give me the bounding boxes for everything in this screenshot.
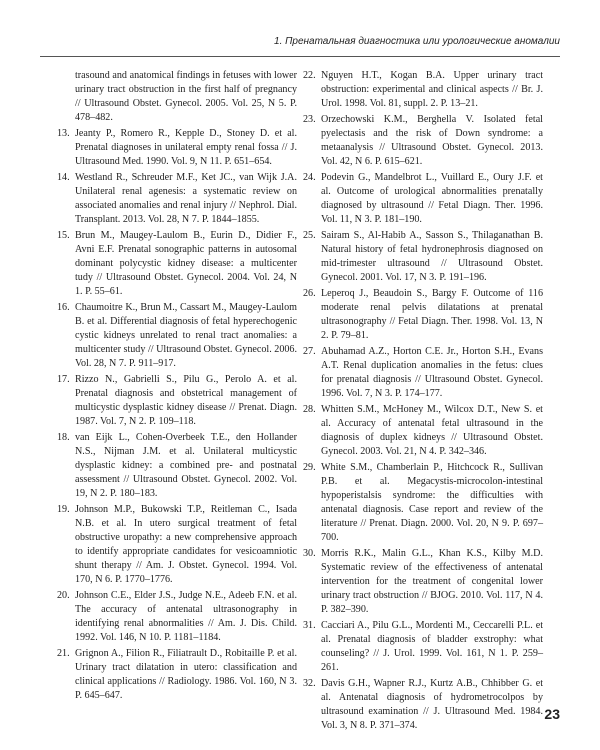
reference-number: 26.	[303, 287, 316, 299]
reference-item	[303, 345, 543, 401]
reference-number: 18.	[57, 431, 70, 443]
reference-item	[57, 589, 297, 645]
reference-number: 22.	[303, 70, 316, 81]
header-rule	[40, 56, 560, 57]
reference-text: Nguyen H.T., Kogan B.A. Upper urinary tract obstruction: experimental and clinical aspects // Br. J. Urol. 1998. Vol. 81, suppl. 2. P. 13–21.	[321, 70, 543, 110]
reference-item	[57, 127, 297, 169]
running-title: 1. Пренатальная диагностика или урологические аномалии	[274, 36, 560, 47]
reference-text: Cacciari A., Pilu G.L., Mordenti M., Ceccarelli P.L. et al. Prenatal diagnosis of bladder exstrophy: what counseling? // J. Urol. 1999. Vol. 161, N 1. P. 259–261.	[321, 619, 543, 674]
reference-item	[303, 461, 543, 546]
reference-text: Davis G.H., Wapner R.J., Kurtz A.B., Chhibber G. et al. Antenatal diagnosis of hydrometrocolpos by ultrasound examination // J. Ultrasound Med. 1984. Vol. 3, N 8. P. 371–374.	[321, 677, 543, 732]
reference-number: 21.	[57, 648, 70, 660]
reference-number: 20.	[57, 590, 70, 602]
references-right-column	[303, 69, 543, 735]
reference-number: 31.	[303, 619, 316, 631]
reference-text: Johnson C.E., Elder J.S., Judge N.E., Adeeb F.N. et al. The accuracy of antenatal ultrasonography in identifying renal abnormalities // Am. J. Dis. Child. 1992. Vol. 146, N 10. P. 1181–1184.	[75, 590, 297, 644]
references-left-column	[57, 69, 297, 705]
reference-item	[57, 171, 297, 227]
reference-text: Johnson M.P., Bukowski T.P., Reitleman C., Isada N.B. et al. In utero surgical treatment of fetal obstructive uropathy: a new comprehensive approach to identify appropriate candidates for vesicoamniotic shunt therapy // Am. J. Obstet. Gynecol. 1994. Vol. 170, N 6. P. 1770–1776.	[75, 503, 297, 586]
reference-number: 19.	[57, 503, 70, 515]
reference-item	[57, 229, 297, 299]
reference-text: Podevin G., Mandelbrot L., Vuillard E., Oury J.F. et al. Outcome of urological abnormalities prenatally diagnosed by ultrasound // Fetal Diagn. Ther. 1996. Vol. 11, N 3. P. 181–190.	[321, 171, 543, 226]
reference-number: 24.	[303, 171, 316, 183]
reference-text: Sairam S., Al-Habib A., Sasson S., Thilaganathan B. Natural history of fetal hydronephrosis diagnosed on mid-trimester ultrasound // Ultrasound Obstet. Gynecol. 2001. Vol. 17, N 3. P. 191–196.	[321, 229, 543, 284]
reference-text: Jeanty P., Romero R., Kepple D., Stoney D. et al. Prenatal diagnoses in unilateral empty renal fossa // J. Ultrasound Med. 1990. Vol. 9, N 11. P. 651–654.	[75, 127, 297, 168]
reference-item	[57, 69, 297, 125]
reference-number: 14.	[57, 171, 70, 183]
reference-item	[303, 677, 543, 733]
reference-text: Whitten S.M., McHoney M., Wilcox D.T., New S. et al. Accuracy of antenatal fetal ultrasound in the diagnosis of duplex kidneys // Ultrasound Obstet. Gynecol. 2003. Vol. 21, N 4. P. 342–346.	[321, 403, 543, 457]
reference-text: White S.M., Chamberlain P., Hitchcock R., Sullivan P.B. et al. Megacystis-microcolon-intestinal hypoperistalsis syndrome: the difficulties with antenatal diagnosis. Case report and review of the literature // Prenat. Diagn. 2000. Vol. 20, N 9. P. 697–700.	[321, 461, 543, 544]
reference-item	[303, 619, 543, 675]
reference-item	[303, 547, 543, 617]
reference-number: 23.	[303, 113, 316, 125]
reference-number: 29.	[303, 461, 316, 473]
reference-text: Leperoq J., Beaudoin S., Bargy F. Outcome of 116 moderate renal pelvis dilatations at prenatal ultrasonography // Fetal Diagn. Ther. 1998. Vol. 13, N 2. P. 79–81.	[321, 287, 543, 342]
reference-item	[57, 647, 297, 703]
reference-text: Westland R., Schreuder M.F., Ket JC., van Wijk J.A. Unilateral renal agenesis: a systematic review on associated anomalies and renal injury // Nephrol. Dial. Transplant. 2013. Vol. 28, N 7. P. 1844–1855.	[75, 171, 297, 226]
reference-text: Grignon A., Filion R., Filiatrault D., Robitaille P. et al. Urinary tract dilatation in utero: classification and clinical applications // Radiology. 1986. Vol. 160, N 3. P. 645–647.	[75, 648, 297, 702]
reference-number: 30.	[303, 547, 316, 559]
reference-number: 27.	[303, 345, 316, 357]
reference-item	[303, 113, 543, 169]
reference-item	[303, 171, 543, 227]
reference-item	[57, 431, 297, 501]
reference-text: Chaumoitre K., Brun M., Cassart M., Maugey-Laulom B. et al. Differential diagnosis of fetal hyperechogenic cystic kidneys unrelated to renal tract anomalies: a multicenter study // Ultrasound Obstet. Gynecol. 2006. Vol. 28, N 7. P. 911–917.	[75, 301, 297, 370]
reference-item	[303, 69, 543, 111]
reference-number: 28.	[303, 403, 316, 415]
reference-number: 25.	[303, 229, 316, 241]
reference-item	[303, 403, 543, 459]
reference-text: Morris R.K., Malin G.L., Khan K.S., Kilby M.D. Systematic review of the effectiveness of antenatal intervention for the treatment of congenital lower urinary tract obstruction // BJOG. 2010. Vol. 117, N 4. P. 382–390.	[321, 547, 543, 616]
reference-text: Brun M., Maugey-Laulom B., Eurin D., Didier F., Avni E.F. Prenatal sonographic patterns in autosomal dominant polycystic kidney disease: a multicenter tudy // Ultrasound Obstet. Gynecol. 2004. Vol. 24, N 1. P. 55–61.	[75, 229, 297, 298]
reference-item	[303, 229, 543, 285]
reference-text: Abuhamad A.Z., Horton C.E. Jr., Horton S.H., Evans A.T. Renal duplication anomalies in the fetus: clues for prenatal diagnosis // Ultrasound Obstet. Gynecol. 1996. Vol. 7, N 3. P. 174–177.	[321, 345, 543, 400]
reference-number: 15.	[57, 229, 70, 241]
reference-number: 17.	[57, 373, 70, 385]
page-number: 23	[544, 706, 560, 722]
reference-item	[57, 373, 297, 429]
reference-text: Rizzo N., Gabrielli S., Pilu G., Perolo A. et al. Prenatal diagnosis and obstetrical management of multicystic dysplastic kidney disease // Prenat. Diagn. 1987. Vol. 7, N 2. P. 109–118.	[75, 373, 297, 428]
reference-text: van Eijk L., Cohen-Overbeek T.E., den Hollander N.S., Nijman J.M. et al. Unilateral multicystic dysplastic kidney: a combined pre- and postnatal assessment // Ultrasound Obstet. Gynecol. 2002. Vol. 19, N 2. P. 180–183.	[75, 431, 297, 500]
reference-text: trasound and anatomical findings in fetuses with lower urinary tract obstruction in the first half of pregnancy // Ultrasound Obstet. Gynecol. 2005. Vol. 25, N 5. P. 478–482.	[75, 70, 297, 124]
reference-item	[303, 287, 543, 343]
reference-item	[57, 503, 297, 588]
reference-number: 32.	[303, 677, 316, 689]
reference-number: 16.	[57, 301, 70, 313]
reference-item	[57, 301, 297, 371]
reference-number: 13.	[57, 127, 70, 139]
reference-text: Orzechowski K.M., Berghella V. Isolated fetal pyelectasis and the risk of Down syndrome: a metaanalysis // Ultrasound Obstet. Gynecol. 2013. Vol. 42, N 6. P. 615–621.	[321, 113, 543, 168]
